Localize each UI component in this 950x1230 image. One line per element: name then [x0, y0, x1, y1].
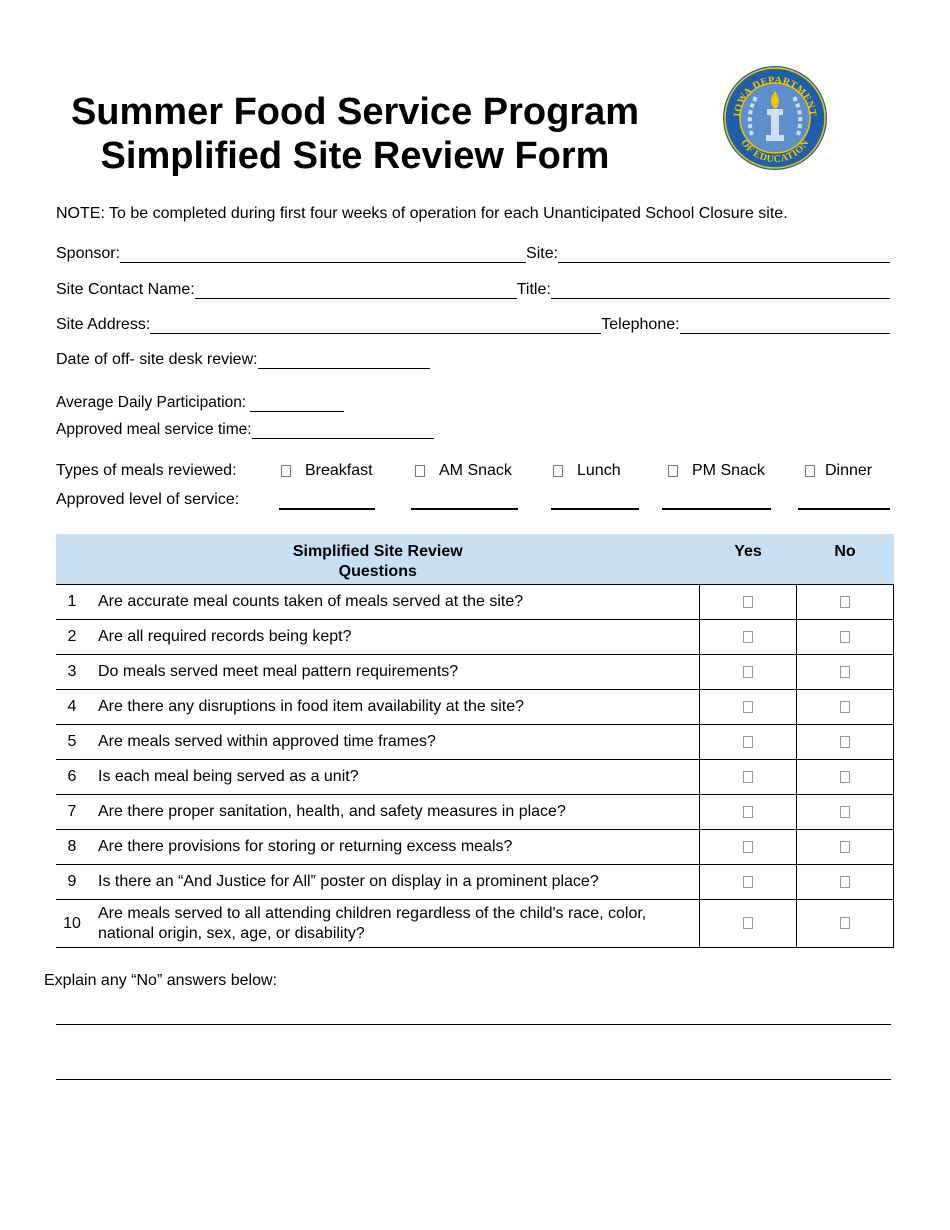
- desk-review-date-label: Date of off- site desk review:: [56, 351, 258, 368]
- no-cell: [797, 795, 894, 830]
- yes-cell: [700, 865, 797, 900]
- avg-daily-participation-label: Average Daily Participation:: [56, 394, 247, 411]
- table-row: [56, 725, 894, 760]
- question-number: 8: [56, 830, 88, 865]
- page-title: [50, 90, 660, 178]
- explain-line-2[interactable]: [56, 1079, 891, 1080]
- yes-checkbox-icon[interactable]: [743, 666, 753, 678]
- no-cell: [797, 830, 894, 865]
- telephone-label: Telephone:: [601, 316, 680, 333]
- no-checkbox-icon[interactable]: [840, 631, 850, 643]
- no-checkbox-icon[interactable]: [840, 876, 850, 888]
- no-checkbox-icon[interactable]: [840, 917, 850, 929]
- yes-cell: [700, 585, 797, 620]
- yes-checkbox-icon[interactable]: [743, 841, 753, 853]
- approved-meal-service-time-label: Approved meal service time:: [56, 421, 252, 438]
- site-label: Site:: [526, 245, 559, 262]
- question-number: 1: [56, 585, 88, 620]
- questions-header: Simplified Site Review Questions: [56, 534, 700, 585]
- question-number: 9: [56, 865, 88, 900]
- question-number: 5: [56, 725, 88, 760]
- desk-review-date-field[interactable]: [258, 350, 430, 369]
- question-text: Are meals served to all attending children regardless of the child's race, color, national origin, sex, age, or disability?: [88, 900, 700, 948]
- explain-label: Explain any “No” answers below:: [44, 972, 277, 989]
- yes-cell: [700, 760, 797, 795]
- checkbox-icon[interactable]: [281, 465, 291, 477]
- question-number: 10: [56, 900, 88, 948]
- types-of-meals-label: Types of meals reviewed:: [56, 462, 237, 479]
- approved-level-label: Approved level of service:: [56, 491, 240, 508]
- yes-cell: [700, 620, 797, 655]
- yes-cell: [700, 725, 797, 760]
- yes-checkbox-icon[interactable]: [743, 771, 753, 783]
- explain-line-1[interactable]: [56, 1024, 891, 1025]
- question-number: 6: [56, 760, 88, 795]
- no-cell: [797, 725, 894, 760]
- title-line-1: Summer Food Service Program: [70, 91, 640, 133]
- yes-cell: [700, 655, 797, 690]
- no-checkbox-icon[interactable]: [840, 771, 850, 783]
- question-number: 4: [56, 690, 88, 725]
- question-text: Are there provisions for storing or returning excess meals?: [88, 830, 700, 865]
- table-row: [56, 620, 894, 655]
- meal-option-breakfast[interactable]: Breakfast: [281, 462, 373, 480]
- table-row: [56, 830, 894, 865]
- question-text: Are there any disruptions in food item availability at the site?: [88, 690, 700, 725]
- note-text: NOTE: To be completed during first four weeks of operation for each Unanticipated School Closure site.: [56, 205, 788, 222]
- question-text: Are accurate meal counts taken of meals served at the site?: [88, 585, 700, 620]
- yes-checkbox-icon[interactable]: [743, 631, 753, 643]
- question-number: 7: [56, 795, 88, 830]
- question-text: Are meals served within approved time frames?: [88, 725, 700, 760]
- checkbox-icon[interactable]: [805, 465, 815, 477]
- no-cell: [797, 620, 894, 655]
- no-checkbox-icon[interactable]: [840, 666, 850, 678]
- level-field-dinner[interactable]: [798, 508, 890, 510]
- no-cell: [797, 585, 894, 620]
- site-contact-name-field[interactable]: [195, 280, 517, 299]
- yes-checkbox-icon[interactable]: [743, 736, 753, 748]
- yes-checkbox-icon[interactable]: [743, 876, 753, 888]
- yes-checkbox-icon[interactable]: [743, 701, 753, 713]
- question-number: 2: [56, 620, 88, 655]
- level-field-lunch[interactable]: [551, 508, 639, 510]
- no-checkbox-icon[interactable]: [840, 596, 850, 608]
- yes-cell: [700, 795, 797, 830]
- table-header: [56, 534, 894, 585]
- no-checkbox-icon[interactable]: [840, 701, 850, 713]
- no-cell: [797, 690, 894, 725]
- table-row: [56, 795, 894, 830]
- question-text: Is each meal being served as a unit?: [88, 760, 700, 795]
- svg-text:IOWA DEPARTMENT: IOWA DEPARTMENT: [731, 74, 819, 118]
- table-row: [56, 690, 894, 725]
- no-cell: [797, 865, 894, 900]
- yes-header: Yes: [700, 534, 797, 585]
- table-row: [56, 655, 894, 690]
- yes-cell: [700, 690, 797, 725]
- table-row: [56, 900, 894, 948]
- no-cell: [797, 760, 894, 795]
- sponsor-label: Sponsor:: [56, 245, 121, 262]
- checkbox-icon[interactable]: [668, 465, 678, 477]
- yes-checkbox-icon[interactable]: [743, 917, 753, 929]
- table-row: [56, 760, 894, 795]
- no-cell: [797, 900, 894, 948]
- no-checkbox-icon[interactable]: [840, 806, 850, 818]
- title-field[interactable]: [551, 280, 890, 299]
- yes-cell: [700, 900, 797, 948]
- avg-daily-participation-field[interactable]: [250, 393, 344, 412]
- question-text: Are all required records being kept?: [88, 620, 700, 655]
- meal-option-lunch[interactable]: Lunch: [553, 462, 621, 480]
- review-questions-table: [56, 534, 894, 948]
- telephone-field[interactable]: [680, 315, 890, 334]
- no-checkbox-icon[interactable]: [840, 841, 850, 853]
- yes-cell: [700, 830, 797, 865]
- title-label: Title:: [516, 281, 551, 298]
- site-address-field[interactable]: [150, 315, 601, 334]
- question-number: 3: [56, 655, 88, 690]
- site-field[interactable]: [558, 244, 890, 263]
- iowa-department-of-education-seal-icon: [722, 65, 828, 171]
- meal-option-dinner[interactable]: Dinner: [805, 462, 872, 480]
- site-contact-name-label: Site Contact Name:: [56, 281, 195, 298]
- no-header: No: [797, 534, 894, 585]
- approved-meal-service-time-field[interactable]: [252, 420, 434, 439]
- meal-option-pm-snack[interactable]: PM Snack: [668, 462, 765, 480]
- no-cell: [797, 655, 894, 690]
- site-address-label: Site Address:: [56, 316, 151, 333]
- sponsor-field[interactable]: [120, 244, 526, 263]
- yes-checkbox-icon[interactable]: [743, 806, 753, 818]
- question-text: Is there an “And Justice for All” poster on display in a prominent place?: [88, 865, 700, 900]
- checkbox-icon[interactable]: [415, 465, 425, 477]
- question-text: Do meals served meet meal pattern requirements?: [88, 655, 700, 690]
- yes-checkbox-icon[interactable]: [743, 596, 753, 608]
- svg-text:OF EDUCATION: OF EDUCATION: [738, 137, 812, 166]
- title-line-2: Simplified Site Review Form: [100, 135, 610, 177]
- table-row: [56, 585, 894, 620]
- level-field-pm-snack[interactable]: [662, 508, 771, 510]
- no-checkbox-icon[interactable]: [840, 736, 850, 748]
- level-field-breakfast[interactable]: [279, 508, 375, 510]
- level-field-am-snack[interactable]: [411, 508, 518, 510]
- question-text: Are there proper sanitation, health, and safety measures in place?: [88, 795, 700, 830]
- table-row: [56, 865, 894, 900]
- checkbox-icon[interactable]: [553, 465, 563, 477]
- meal-option-am-snack[interactable]: AM Snack: [415, 462, 512, 480]
